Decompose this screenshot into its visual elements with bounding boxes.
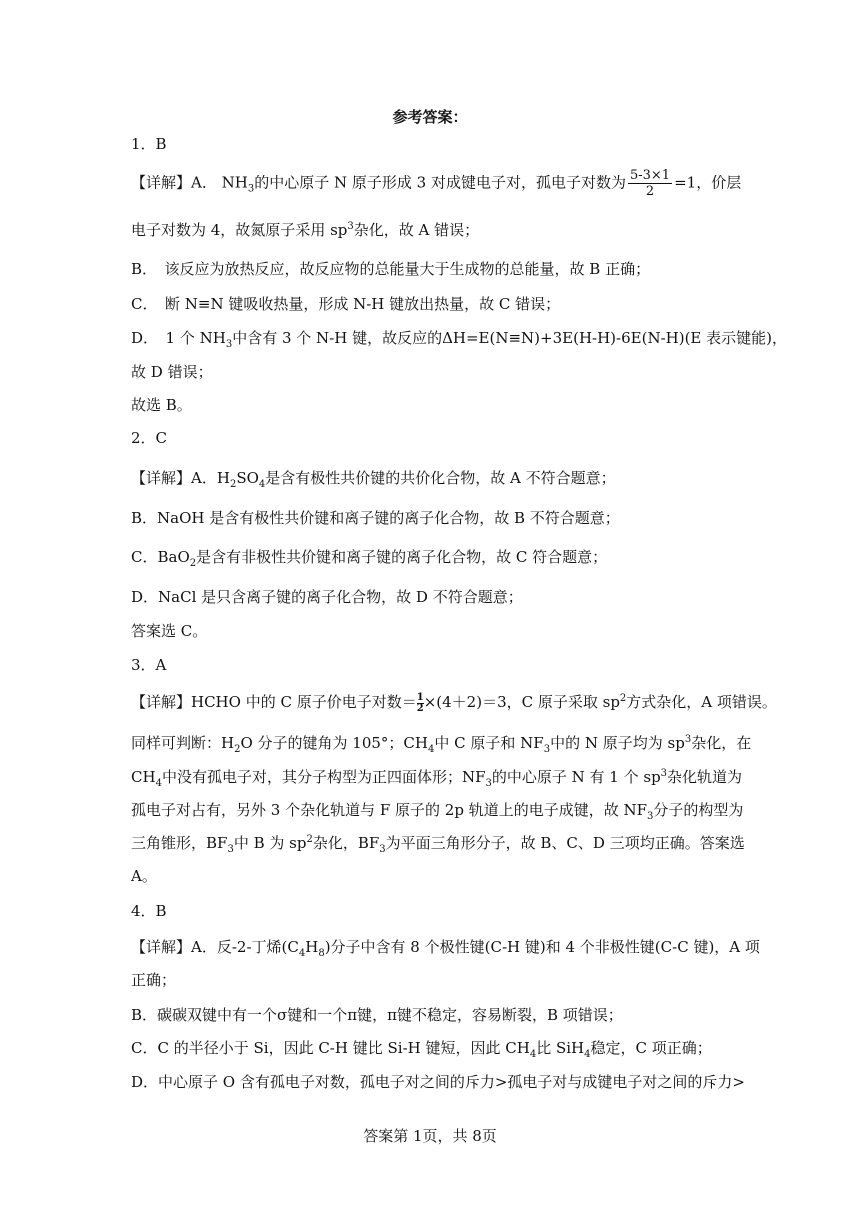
q1-option-a-cont: 电子对数为 4，故氮原子采用 $sp^3$杂化，故 A 错误；: [131, 221, 480, 239]
q2-option-d: D．NaCl 是只含离子键的离子化合物，故 D 不符合题意；: [131, 588, 523, 606]
q2-option-b: B．NaOH 是含有极性共价键和离子键的离子化合物，故 B 不符合题意；: [131, 509, 620, 527]
q4-option-c: C．C 的半径小于 Si，因此 C-H 键比 Si-H 键短，因此 $CH_4$比 SiH$_4$稳定，C 项正确；: [131, 1039, 712, 1060]
q4-option-b: B．碳碳双键中有一个σ键和一个π键，π键不稳定，容易断裂，B 项错误；: [131, 1006, 623, 1024]
q1-option-c: C． 断 N≡N 键吸收热量，形成 N-H 键放出热量，故 C 错误；: [131, 295, 561, 313]
q2-conclusion: 答案选 C。: [131, 622, 208, 640]
q1-option-d: D． 1 个 $NH_3$中含有 3 个 N-H 键，故反应的ΔH=E(N≡N)+3E(H-H)-6E(N-H)(E 表示键能)，: [131, 329, 787, 350]
q1-conclusion: 故选 B。: [131, 396, 192, 414]
q3-line-3: $CH_4$中没有孤电子对，其分子构型为正四面体形；$NF_3$的中心原子 N 有 1 个 $sp^3$杂化轨道为: [131, 768, 743, 789]
q4-option-a-cont: 正确；: [131, 971, 177, 989]
q4-answer: 4．B: [131, 902, 167, 920]
page-title: 参考答案：: [392, 108, 468, 126]
q3-line-5: 三角锥形，$BF_3$中 B 为 $sp^2$杂化，$BF_3$为平面三角形分子，故 B、C、D 三项均正确。答案选: [131, 834, 745, 855]
q2-option-a: 【详解】A．$H_2SO_4$是含有极性共价键的共价化合物，故 A 不符合题意；: [131, 469, 616, 490]
q2-answer: 2．C: [131, 429, 168, 447]
q3-line-6: A。: [131, 867, 157, 885]
q4-option-d: D．中心原子 O 含有孤电子对数，孤电子对之间的斥力>孤电子对与成键电子对之间的斥力>: [131, 1073, 746, 1091]
lone-pair-fraction: $\frac{5-3\times 1}{2}$: [629, 168, 671, 199]
q3-line-1: 【详解】HCHO 中的 C 原子价电子对数＝ $\frac{1}{2}\times(4+2)=3$，C 原子采取 $sp^2$方式杂化，A 项错误。: [131, 691, 777, 714]
half-fraction: $\frac{1}{2}$: [416, 691, 424, 714]
q1-answer: 1．B: [131, 135, 167, 153]
q1-option-b: B． 该反应为放热反应，故反应物的总能量大于生成物的总能量，故 B 正确；: [131, 260, 651, 278]
page-footer: 答案第 1页，共 8页: [363, 1127, 497, 1145]
q4-option-a: 【详解】A．反-2-丁烯$(C_4H_8)$分子中含有 8 个极性键(C-H 键)和 4 个非极性键(C-C 键)，A 项: [131, 938, 760, 959]
q3-line-2: 同样可判断：$H_2O$ 分子的键角为 105°；$CH_4$中 C 原子和 $NF_3$中的 N 原子均为 $sp^3$杂化，在: [131, 734, 752, 755]
q1-option-d-cont: 故 D 错误；: [131, 363, 213, 381]
q3-line-4: 孤电子对占有，另外 3 个杂化轨道与 F 原子的 2p 轨道上的电子成键，故 $NF_3$分子的构型为: [131, 801, 744, 822]
q1-option-a: 【详解】A． $NH_3$的中心原子 N 原子形成 3 对成键电子对，孤电子对数为 $\frac{5-3\times 1}{2}$ =1，价层: [131, 168, 742, 199]
q2-option-c: C．BaO$_2$是含有非极性共价键和离子键的离子化合物，故 C 符合题意；: [131, 548, 608, 569]
q3-answer: 3．A: [131, 656, 167, 674]
